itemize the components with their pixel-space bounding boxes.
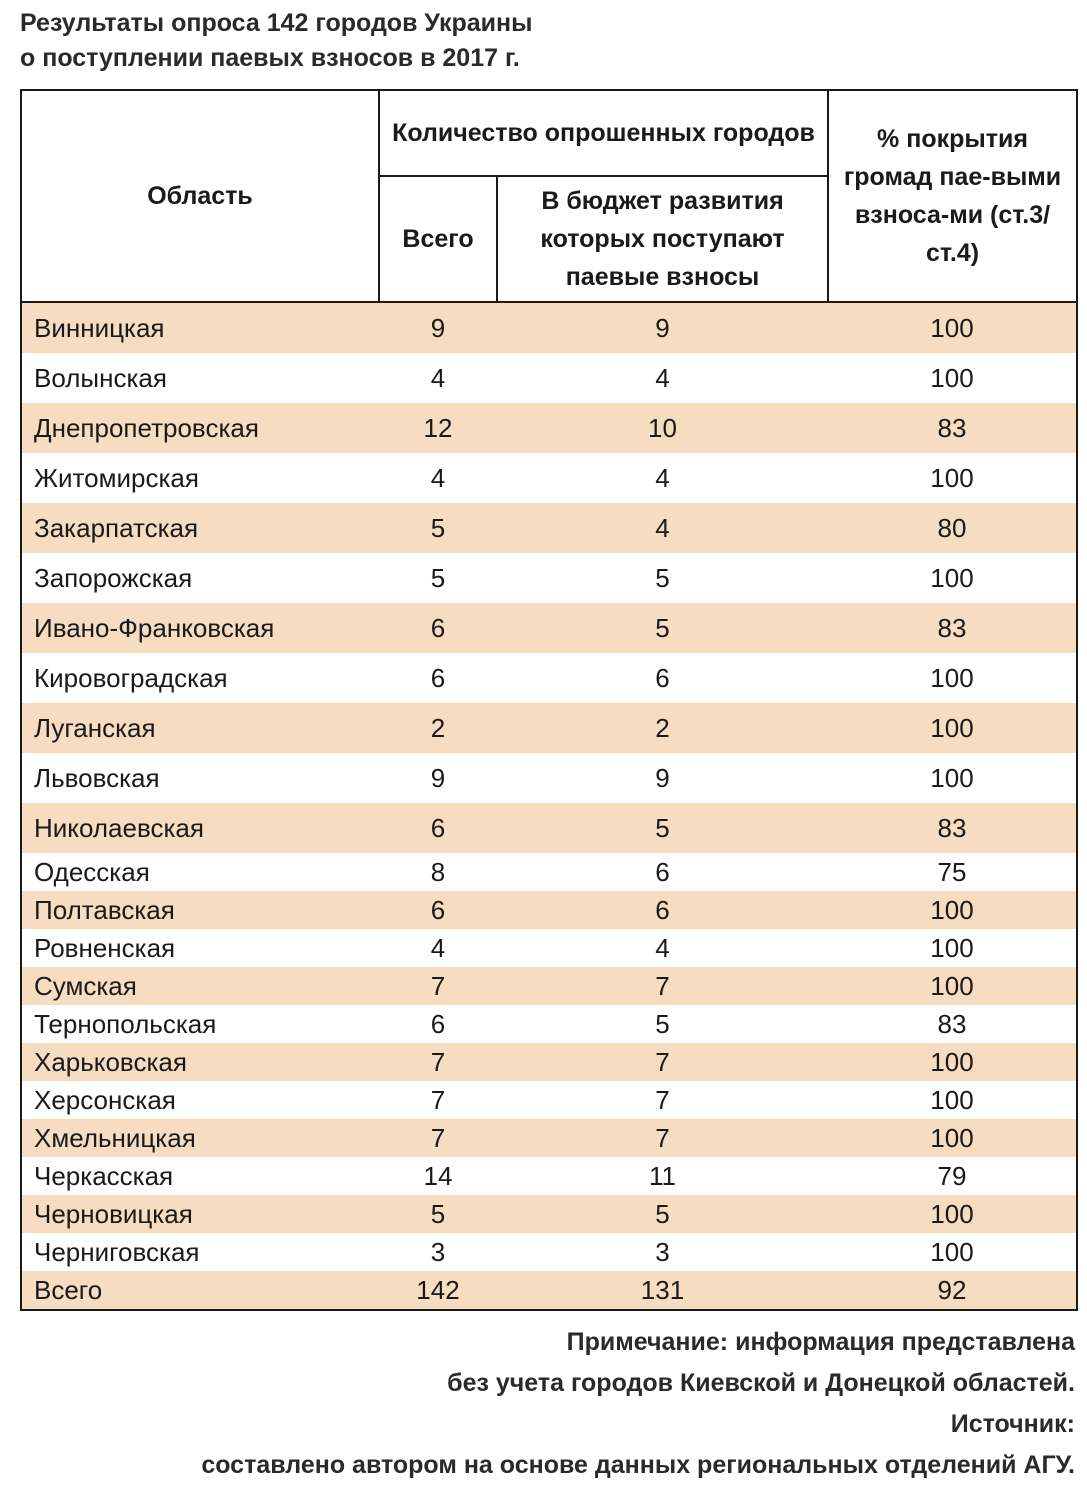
contrib-cell: 9	[497, 302, 828, 353]
table-row	[21, 753, 1077, 803]
contrib-cell: 11	[649, 1160, 676, 1191]
region: Черкасская	[34, 1160, 174, 1191]
table-row	[21, 1119, 1077, 1157]
total-cell: 6	[379, 603, 497, 653]
region: Херсонская	[34, 1084, 176, 1115]
table-row	[21, 1271, 1077, 1310]
total-cell: 9	[379, 302, 497, 353]
region: Черниговская	[34, 1236, 200, 1267]
table-row	[21, 353, 1077, 403]
table-row	[21, 703, 1077, 753]
total-cell: 12	[379, 403, 497, 453]
percent-cell: 100	[930, 562, 974, 593]
survey-table	[20, 89, 1078, 1311]
total-cell: 5	[379, 503, 497, 553]
percent-cell: 100	[828, 302, 1077, 353]
region: Закарпатская	[21, 503, 379, 553]
contrib-cell: 10	[497, 403, 828, 453]
contrib-cell: 4	[655, 462, 670, 493]
contrib-cell: 7	[497, 1043, 828, 1081]
total-cell: 7	[379, 967, 497, 1005]
contrib-cell: 6	[655, 856, 670, 887]
table-row	[21, 503, 1077, 553]
table-notes	[201, 1322, 1075, 1486]
percent-cell: 100	[828, 703, 1077, 753]
total-cell: 4	[430, 932, 446, 963]
contrib-cell: 3	[655, 1236, 670, 1267]
percent-cell: 83	[828, 603, 1077, 653]
region: Николаевская	[21, 803, 379, 853]
percent-cell: 100	[828, 1195, 1077, 1233]
contrib-cell: 6	[655, 662, 670, 693]
note-line-1: Примечание: информация представлена	[566, 1328, 1075, 1356]
contrib-cell: 4	[655, 362, 670, 393]
table-row	[21, 553, 1077, 603]
table-row	[21, 453, 1077, 503]
note-line-2: без учета городов Киевской и Донецкой областей.	[447, 1369, 1075, 1397]
region: Ровненская	[34, 932, 176, 963]
contrib-cell: 9	[655, 762, 670, 793]
table-row	[21, 302, 1077, 353]
region: Кировоградская	[34, 662, 228, 693]
total-cell: 3	[430, 1236, 446, 1267]
table-row	[21, 1043, 1077, 1081]
region: Днепропетровская	[21, 403, 379, 453]
percent-cell: 79	[937, 1160, 967, 1191]
table-row	[21, 891, 1077, 929]
total-cell: 5	[430, 562, 446, 593]
contrib-cell: 131	[497, 1271, 828, 1310]
percent-cell: 100	[930, 662, 974, 693]
percent-cell: 83	[828, 403, 1077, 453]
table-body	[21, 302, 1077, 1310]
table-row	[21, 1233, 1077, 1271]
percent-cell: 100	[828, 1119, 1077, 1157]
table-row	[21, 603, 1077, 653]
table-row	[21, 967, 1077, 1005]
total-cell: 5	[379, 1195, 497, 1233]
header-region: Область	[21, 90, 379, 302]
region: Житомирская	[34, 462, 199, 493]
contrib-cell: 4	[497, 503, 828, 553]
total-cell: 14	[423, 1160, 453, 1191]
percent-cell: 83	[828, 803, 1077, 853]
region: Одесская	[34, 856, 150, 887]
table-row	[21, 1005, 1077, 1043]
percent-cell: 92	[828, 1271, 1077, 1310]
percent-cell: 100	[930, 932, 974, 963]
header-contrib: В бюджет развития которых поступают паевые взносы	[497, 176, 828, 302]
table-title	[20, 6, 533, 76]
percent-cell: 100	[930, 362, 974, 393]
region: Луганская	[21, 703, 379, 753]
total-cell: 142	[379, 1271, 497, 1310]
region: Сумская	[21, 967, 379, 1005]
title-line-1: Результаты опроса 142 городов Украины	[20, 9, 533, 37]
region: Хмельницкая	[21, 1119, 379, 1157]
table-row	[21, 803, 1077, 853]
region: Тернопольская	[34, 1008, 217, 1039]
contrib-cell: 4	[655, 932, 670, 963]
region: Запорожская	[34, 562, 193, 593]
table-row	[21, 1081, 1077, 1119]
table-row	[21, 853, 1077, 891]
percent-cell: 100	[930, 1236, 974, 1267]
region: Харьковская	[21, 1043, 379, 1081]
percent-cell: 100	[930, 762, 974, 793]
table-row	[21, 403, 1077, 453]
contrib-cell: 7	[497, 967, 828, 1005]
header-total: Всего	[379, 176, 497, 302]
region: Винницкая	[21, 302, 379, 353]
total-cell: 6	[379, 891, 497, 929]
total-cell: 7	[379, 1119, 497, 1157]
header-count-group: Количество опрошенных городов	[379, 90, 828, 176]
percent-cell: 80	[828, 503, 1077, 553]
contrib-cell: 5	[655, 562, 670, 593]
total-cell: 7	[379, 1043, 497, 1081]
source-label: Источник:	[950, 1410, 1075, 1438]
percent-cell: 100	[930, 462, 974, 493]
percent-cell: 100	[828, 891, 1077, 929]
percent-cell: 100	[930, 1084, 974, 1115]
region: Ивано-Франковская	[21, 603, 379, 653]
total-cell: 8	[430, 856, 446, 887]
percent-cell: 100	[828, 1043, 1077, 1081]
contrib-cell: 5	[655, 1008, 670, 1039]
contrib-cell: 2	[497, 703, 828, 753]
total-cell: 4	[430, 362, 446, 393]
region: Волынская	[34, 362, 167, 393]
percent-cell: 100	[828, 967, 1077, 1005]
total-cell: 6	[430, 662, 446, 693]
title-line-2: о поступлении паевых взносов в 2017 г.	[20, 44, 520, 72]
total-cell: 7	[430, 1084, 446, 1115]
contrib-cell: 6	[497, 891, 828, 929]
region: Львовская	[34, 762, 160, 793]
region: Всего	[21, 1271, 379, 1310]
region: Полтавская	[21, 891, 379, 929]
contrib-cell: 5	[497, 803, 828, 853]
header-percent: % покрытия громад пае-выми взноса-ми (ст.3/ст.4)	[828, 90, 1077, 302]
contrib-cell: 7	[497, 1119, 828, 1157]
total-cell: 6	[430, 1008, 446, 1039]
contrib-cell: 5	[497, 1195, 828, 1233]
total-cell: 4	[430, 462, 446, 493]
total-cell: 6	[379, 803, 497, 853]
table-row	[21, 1195, 1077, 1233]
region: Черновицкая	[21, 1195, 379, 1233]
total-cell: 2	[379, 703, 497, 753]
contrib-cell: 5	[497, 603, 828, 653]
table-row	[21, 653, 1077, 703]
contrib-cell: 7	[655, 1084, 670, 1115]
table-row	[21, 1157, 1077, 1195]
percent-cell: 83	[937, 1008, 967, 1039]
percent-cell: 75	[937, 856, 967, 887]
source-text: составлено автором на основе данных региональных отделений АГУ.	[201, 1451, 1075, 1479]
table-row	[21, 929, 1077, 967]
total-cell: 9	[430, 762, 446, 793]
